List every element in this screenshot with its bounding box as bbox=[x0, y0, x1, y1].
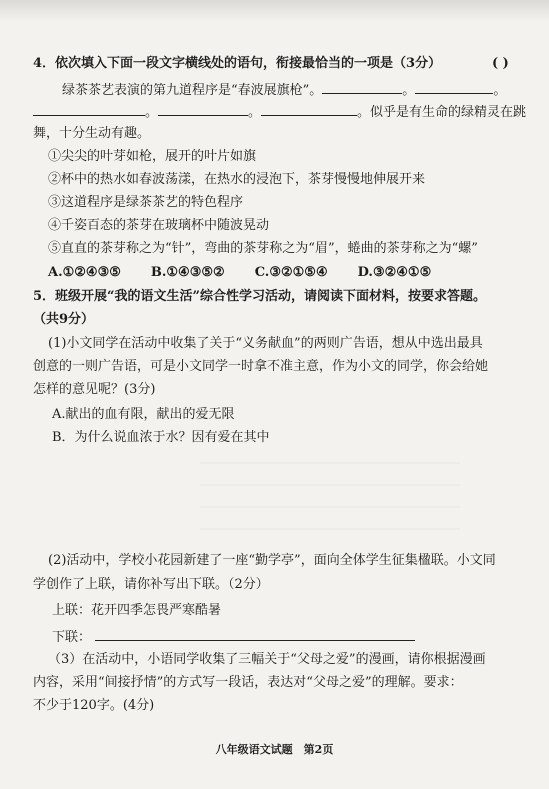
q5-1-line-2: 创意的一则广告语，可是小文同学一时拿不准主意，作为小文的同学，你会给她 bbox=[33, 359, 489, 374]
q5-2-line-2: 学创作了上联，请你补写出下联。（2分） bbox=[33, 577, 269, 592]
q4-blank-2[interactable] bbox=[415, 79, 493, 94]
page-footer: 八年级语文试题 第2页 bbox=[215, 743, 334, 756]
q4-option-5: ⑤直直的茶芽称之为“针”，弯曲的茶芽称之为“眉”，蜷曲的茶芽称之为“螺” bbox=[48, 241, 478, 256]
q4-choices bbox=[48, 263, 461, 283]
couplet-upper: 上联：花开四季怎畏严寒酷暑 bbox=[52, 603, 222, 618]
q4-blank-row: 。 。 。似乎是有生命的绿精灵在跳 bbox=[33, 101, 526, 123]
q4-option-2: ②杯中的热水如春波荡漾，在热水的浸泡下，茶芽慢慢地伸展开来 bbox=[48, 172, 426, 187]
q5-1-option-b: B．为什么说血浓于水？因有爱在其中 bbox=[52, 430, 270, 445]
q4-blank-5[interactable] bbox=[261, 101, 357, 116]
q4-option-1: ①尖尖的叶芽如枪，展开的叶片如旗 bbox=[48, 149, 257, 164]
q5-2-line-1: (2)活动中，学校小花园新建了一座“勤学亭”，面向全体学生征集楹联。小文同 bbox=[48, 553, 496, 568]
q4-blank-3[interactable] bbox=[33, 101, 145, 116]
q4-stem: 4．依次填入下面一段文字横线处的语句，衔接最恰当的一项是（3分） bbox=[33, 56, 442, 71]
q4-passage-text: 绿茶茶艺表演的第九道程序是“春波展旗枪”。 bbox=[62, 83, 323, 98]
top-scan-band bbox=[0, 0, 549, 22]
q5-points: （共9分） bbox=[33, 312, 95, 327]
q5-1-option-a: A.献出的血有限，献出的爱无限 bbox=[52, 407, 235, 422]
q5-stem: 5．班级开展“我的语文生活”综合性学习活动，请阅读下面材料，按要求答题。 bbox=[33, 289, 487, 304]
q5-3-line-3: 不少于120字。(4分) bbox=[33, 698, 155, 713]
q4-passage: 绿茶茶艺表演的第九道程序是“春波展旗枪”。 。 。 bbox=[62, 79, 506, 101]
choice-d[interactable]: D.③②④①⑤ bbox=[357, 265, 432, 280]
couplet-lower bbox=[52, 626, 415, 648]
choice-b[interactable]: B.①④③⑤② bbox=[150, 265, 225, 280]
bleed-through-texture bbox=[200, 450, 460, 530]
q5-3-line-1: （3）在活动中，小语同学收集了三幅关于“父母之爱”的漫画，请你根据漫画 bbox=[48, 652, 486, 667]
q5-1-line-1: (1)小文同学在活动中收集了关于“义务献血”的两则广告语，想从中选出最具 bbox=[48, 336, 483, 351]
couplet-lower-label: 下联： bbox=[52, 630, 92, 645]
q4-blank-4[interactable] bbox=[158, 101, 248, 116]
choice-a[interactable]: A.①②④③⑤ bbox=[48, 265, 121, 280]
q4-blank-1[interactable] bbox=[322, 79, 402, 94]
q4-answer-paren[interactable]: ( ) bbox=[492, 56, 509, 71]
q4-passage-tail-end: 。似乎是有生命的绿精灵在跳 bbox=[357, 105, 527, 120]
q4-option-4: ④千姿百态的茶芽在玻璃杯中随波晃动 bbox=[48, 218, 270, 233]
q4-passage-tail: 舞，十分生动有趣。 bbox=[33, 126, 151, 141]
couplet-lower-blank[interactable] bbox=[95, 626, 415, 641]
q5-3-line-2: 内容，采用“间接抒情”的方式写一段话，表达对“父母之爱”的理解。要求： bbox=[33, 675, 463, 690]
q5-1-line-3: 怎样的意见呢？(3分) bbox=[33, 382, 156, 397]
q4-option-3: ③这道程序是绿茶茶艺的特色程序 bbox=[48, 195, 244, 210]
choice-c[interactable]: C.③②①⑤④ bbox=[254, 265, 328, 280]
